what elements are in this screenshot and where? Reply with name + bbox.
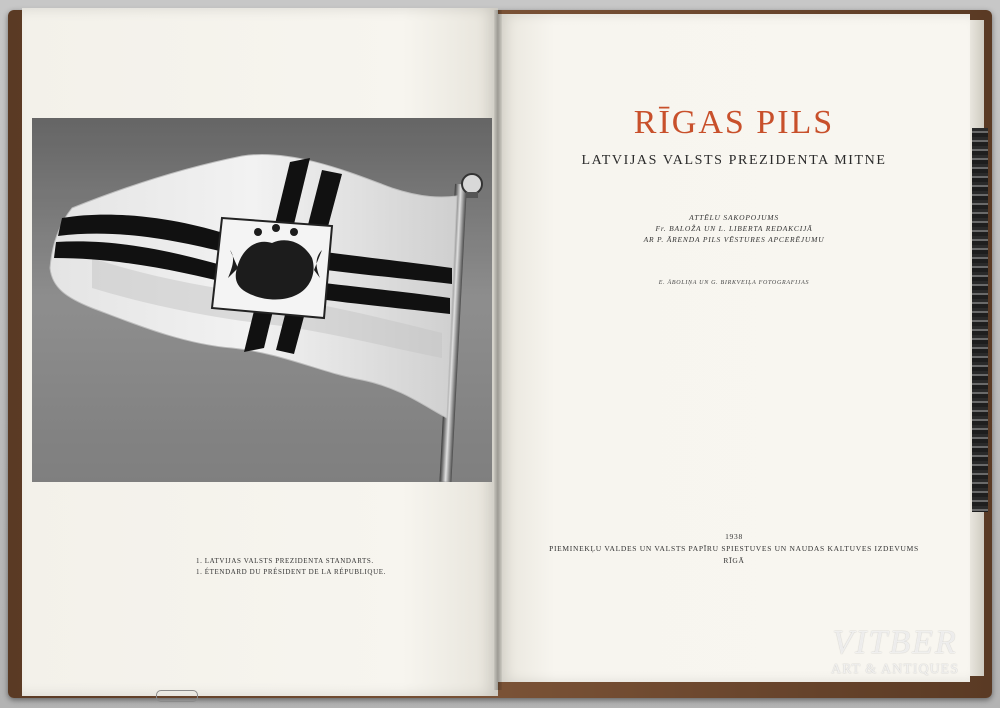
flag-photograph	[32, 118, 492, 482]
caption-line-french: 1. ÉTENDARD DU PRÉSIDENT DE LA RÉPUBLIQUE.	[196, 568, 386, 576]
caption-line-latvian: 1. LATVIJAS VALSTS PREZIDENTA STANDARTS.	[196, 557, 374, 565]
credit-line-2: Fr. BALOŽA UN L. LIBERTA REDAKCIJĀ	[655, 224, 813, 233]
credit-line-3: AR P. ĀRENDA PILS VĒSTURES APCERĒJUMU	[643, 235, 825, 244]
pole-finial	[462, 174, 482, 194]
coat-of-arms	[236, 240, 314, 299]
photography-credit: E. ĀBOLIŅA UN G. BIRKVEIĻA FOTOGRAFIJAS	[658, 280, 810, 286]
paper-clip	[156, 690, 198, 702]
imprint-publisher: PIEMINEKĻU VALDES UN VALSTS PAPĪRU SPIESTUVES UN NAUDAS KALTUVES IZDEVUMS	[549, 544, 919, 553]
photo-caption	[196, 556, 456, 578]
imprint-city: RĪGĀ	[723, 556, 745, 565]
vitber-watermark	[800, 624, 990, 678]
book-title: RĪGAS PILS	[633, 104, 835, 141]
credit-line-1: ATTĒLU SAKOPOJUMS	[689, 213, 779, 222]
book-subtitle: LATVIJAS VALSTS PREZIDENTA MITNE	[581, 153, 887, 168]
inserted-photo-edge	[972, 128, 988, 512]
watermark-tagline: ART & ANTIQUES	[830, 662, 960, 677]
imprint-year: 1938	[725, 532, 743, 541]
editorial-credits	[498, 212, 970, 245]
publication-imprint	[498, 531, 970, 567]
watermark-brand: VITBER	[832, 624, 958, 661]
